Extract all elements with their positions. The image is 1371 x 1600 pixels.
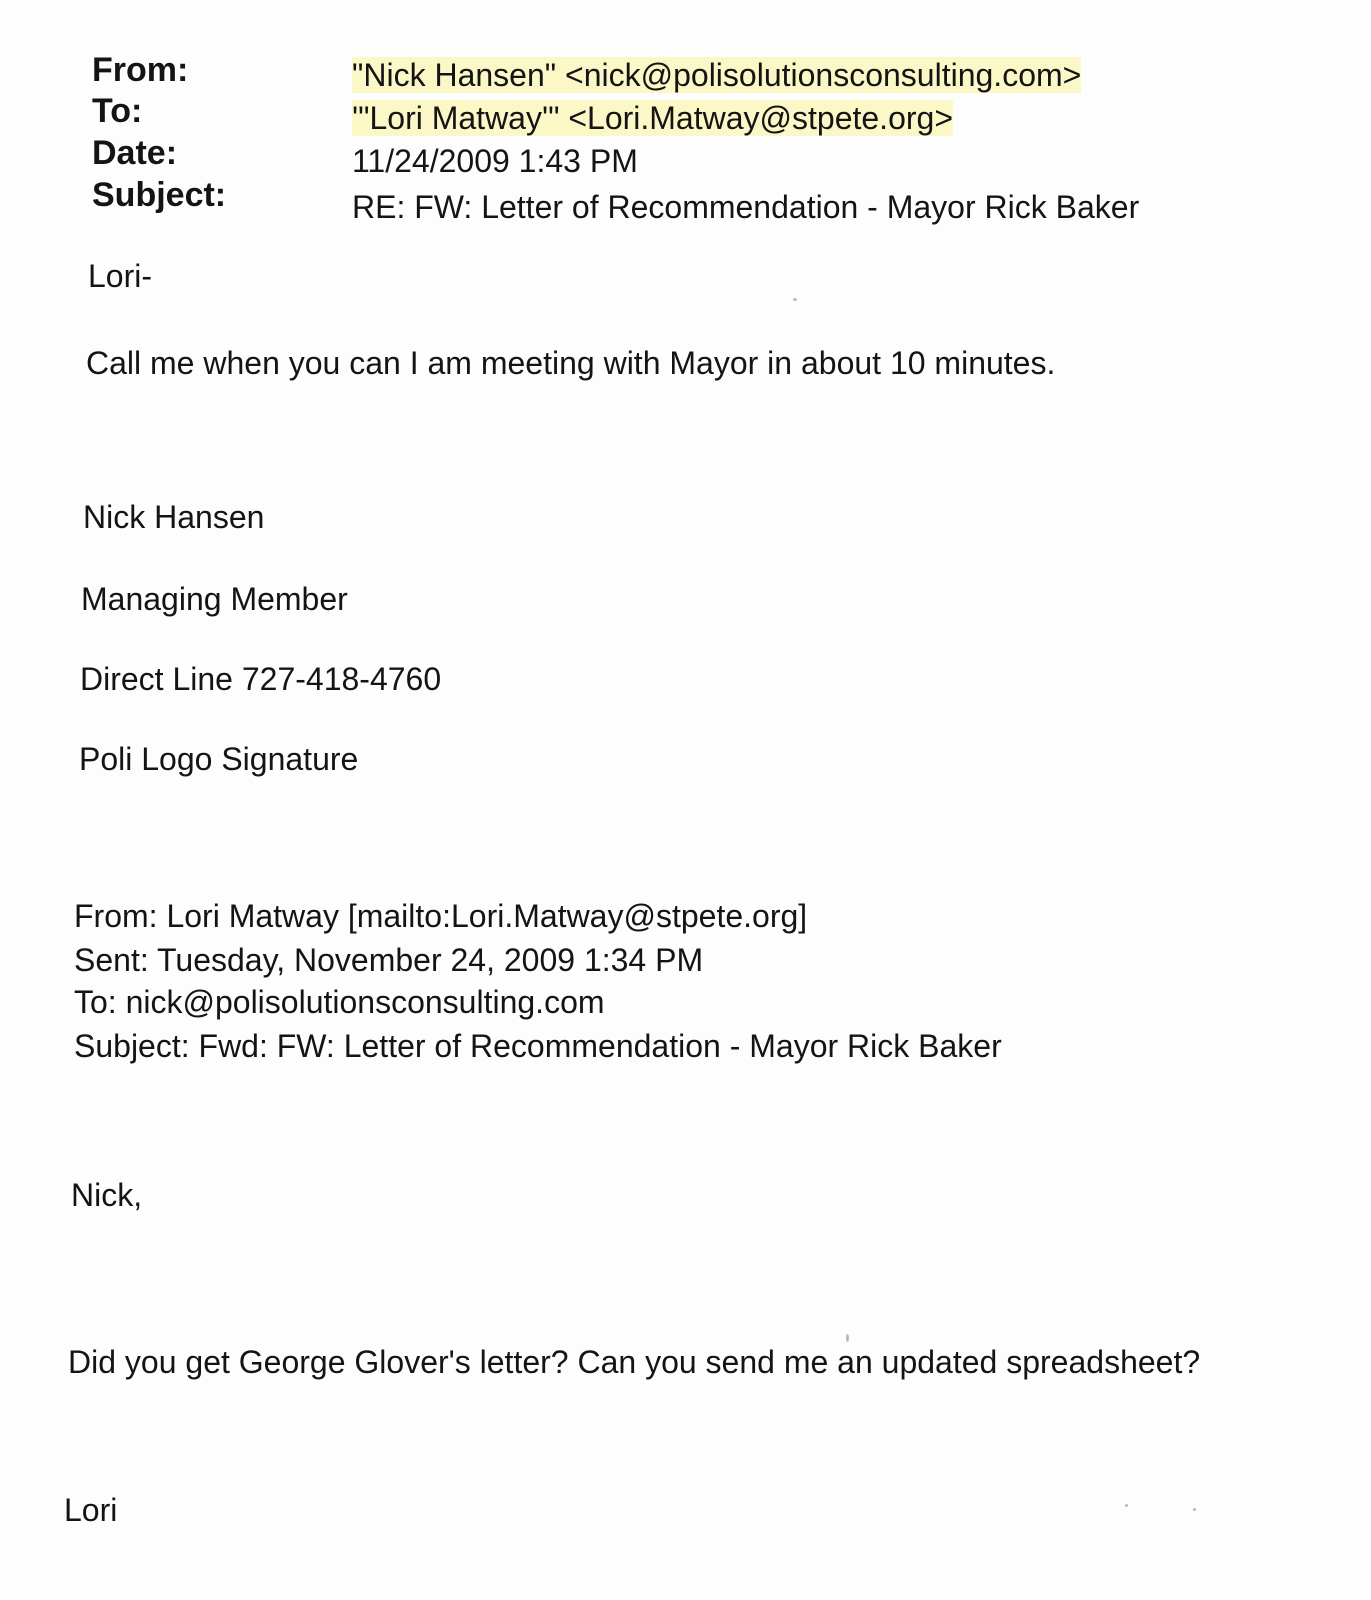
to-label: To: — [92, 92, 143, 130]
from-value-text: "Nick Hansen" <nick@polisolutionsconsulting.com> — [352, 57, 1082, 93]
reply-body: Call me when you can I am meeting with Mayor in about 10 minutes. — [86, 345, 1056, 381]
signature-logo-placeholder: Poli Logo Signature — [79, 741, 359, 777]
scan-speck — [1193, 1508, 1196, 1511]
forwarded-greeting: Nick, — [71, 1177, 143, 1213]
to-value — [352, 98, 953, 138]
forwarded-sent-line: Sent: Tuesday, November 24, 2009 1:34 PM — [74, 942, 704, 978]
forwarded-signoff: Lori — [64, 1492, 118, 1528]
from-label: From: — [92, 51, 189, 89]
scan-speck — [1125, 1504, 1128, 1507]
from-value — [352, 55, 1081, 95]
reply-greeting: Lori- — [88, 258, 153, 294]
subject-value: RE: FW: Letter of Recommendation - Mayor Rick Baker — [352, 189, 1140, 225]
scan-speck — [846, 1334, 849, 1342]
forwarded-body: Did you get George Glover's letter? Can you send me an updated spreadsheet? — [68, 1344, 1201, 1380]
scan-speck — [793, 298, 797, 301]
signature-phone: Direct Line 727-418-4760 — [80, 661, 442, 697]
subject-label: Subject: — [92, 176, 227, 214]
forwarded-subject-line: Subject: Fwd: FW: Letter of Recommendation - Mayor Rick Baker — [74, 1028, 1002, 1064]
to-value-text: '"Lori Matway'" <Lori.Matway@stpete.org> — [352, 100, 953, 136]
forwarded-to-line: To: nick@polisolutionsconsulting.com — [74, 984, 605, 1020]
forwarded-from-line: From: Lori Matway [mailto:Lori.Matway@stpete.org] — [74, 898, 808, 934]
date-label: Date: — [92, 134, 178, 172]
signature-title: Managing Member — [81, 581, 348, 617]
date-value: 11/24/2009 1:43 PM — [352, 143, 638, 179]
signature-name: Nick Hansen — [83, 499, 265, 535]
